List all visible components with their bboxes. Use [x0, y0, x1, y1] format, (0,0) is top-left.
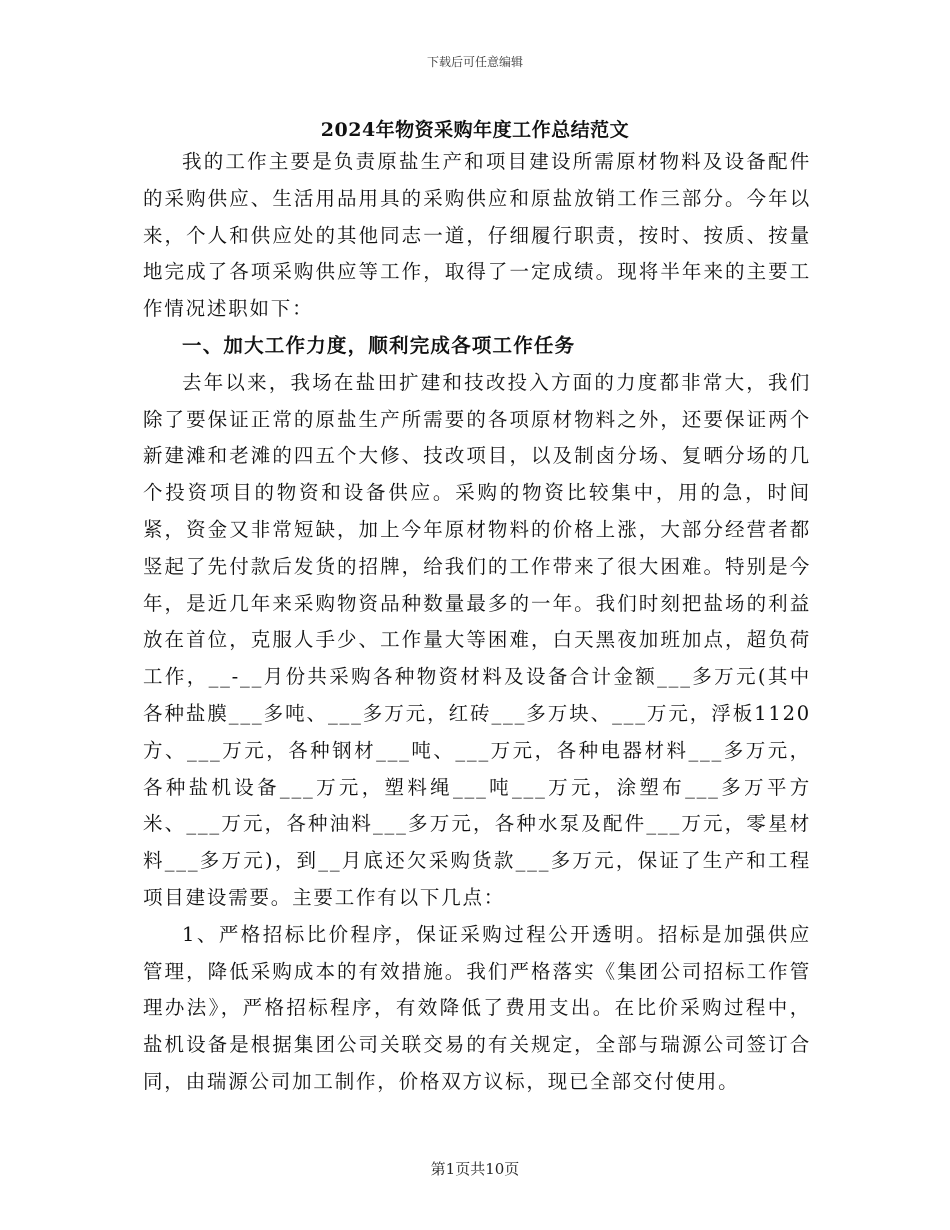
intro-paragraph: 我的工作主要是负责原盐生产和项目建设所需原材物料及设备配件的采购供应、生活用品用具的采购供应和原盐放销工作三部分。今年以来，个人和供应处的其他同志一道，仔细履行职责，按时、按质、按量地完成了各项采购供应等工作，取得了一定成绩。现将半年来的主要工作情况述职如下：: [143, 150, 811, 321]
header-note: 下载后可任意编辑: [426, 55, 523, 69]
page-footer: 第1页共10页: [430, 1160, 520, 1178]
document-title: 2024年物资采购年度工作总结范文: [320, 119, 630, 141]
section-heading: 一、加大工作力度，顺利完成各项工作任务: [182, 333, 576, 357]
document-body: [143, 144, 811, 1101]
body-paragraph: 去年以来，我场在盐田扩建和技改投入方面的力度都非常大，我们除了要保证正常的原盐生产所需要的各项原材物料之外，还要保证两个新建滩和老滩的四五个大修、技改项目，以及制卤分场、复晒分场的几个投资项目的物资和设备供应。采购的物资比较集中，用的急，时间紧，资金又非常短缺，加上今年原材物料的价格上涨，大部分经营者都竖起了先付款后发货的招牌，给我们的工作带来了很大困难。特别是今年，是近几年来采购物资品种数量最多的一年。我们时刻把盐场的利益放在首位，克服人手少、工作量大等困难，白天黑夜加班加点，超负荷工作，__-__月份共采购各种物资材料及设备合计金额___多万元(其中各种盐膜___多吨、___多万元，红砖___多万块、___万元，浮板1120方、___万元，各种钢材___吨、___万元，各种电器材料___多万元，各种盐机设备___万元，塑料绳___吨___万元，涂塑布___多万平方米、___万元，各种油料___多万元，各种水泵及配件___万元，零星材料___多万元)，到__月底还欠采购货款___多万元，保证了生产和工程项目建设需要。主要工作有以下几点：: [143, 370, 811, 909]
body-paragraph: 1、严格招标比价程序，保证采购过程公开透明。招标是加强供应管理，降低采购成本的有效措施。我们严格落实《集团公司招标工作管理办法》，严格招标程序，有效降低了费用支出。在比价采购过程中，盐机设备是根据集团公司关联交易的有关规定，全部与瑞源公司签订合同，由瑞源公司加工制作，价格双方议标，现已全部交付使用。: [143, 922, 811, 1093]
